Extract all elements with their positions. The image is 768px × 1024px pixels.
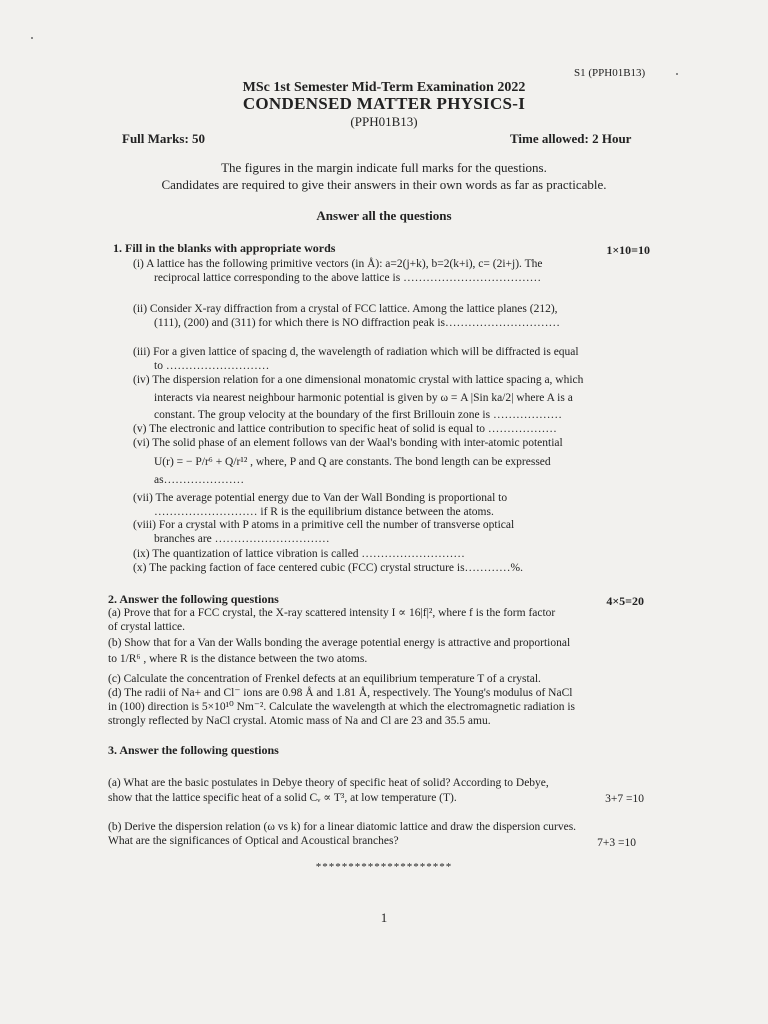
q2-item: (a) Prove that for a FCC crystal, the X-ray scattered intensity I ∝ 16|f|², where f is the form factor: [108, 607, 556, 619]
time-allowed: Time allowed: 2 Hour: [510, 131, 632, 146]
q1-item: (vii) The average potential energy due to Van der Wall Bonding is proportional to: [133, 492, 508, 504]
q1-item: constant. The group velocity at the boundary of the first Brillouin zone is ………………: [154, 409, 562, 421]
q1-item: (ix) The quantization of lattice vibration is called ………………………: [133, 548, 465, 560]
full-marks: Full Marks: 50: [122, 131, 206, 146]
answer-all-heading: Answer all the questions: [316, 208, 452, 223]
q3-b-line: (b) Derive the dispersion relation (ω vs k) for a linear diatomic lattice and draw the dispersion curves.: [108, 821, 577, 833]
q2-title: 2. Answer the following questions: [108, 592, 279, 606]
instruction-line: The figures in the margin indicate full marks for the questions.: [221, 160, 547, 175]
q3-a-marks: 3+7 =10: [605, 793, 644, 805]
q1-item: (ii) Consider X-ray diffraction from a crystal of FCC lattice. Among the lattice planes (212),: [133, 303, 558, 315]
q2-item: (c) Calculate the concentration of Frenkel defects at an equilibrium temperature T of a crystal.: [108, 673, 541, 685]
q1-item: (iii) For a given lattice of spacing d, the wavelength of radiation which will be diffracted is equal: [133, 346, 579, 358]
q1-item: (i) A lattice has the following primitive vectors (in Å): a=2(j+k), b=2(k+i), c= (2i+j). The: [133, 258, 543, 270]
instruction-line: Candidates are required to give their answers in their own words as far as practicable.: [161, 177, 607, 192]
q1-item: branches are …………………………: [154, 533, 330, 545]
q1-item: U(r) = − P/r⁶ + Q/r¹² , where, P and Q are constants. The bond length can be expressed: [154, 456, 551, 468]
q1-item: reciprocal lattice corresponding to the above lattice is ………………………………: [154, 272, 542, 284]
q1-item: ……………………… if R is the equilibrium distance between the atoms.: [154, 506, 494, 518]
end-stars: *********************: [315, 861, 453, 873]
q2-item: strongly reflected by NaCl crystal. Atomic mass of Na and Cl are 23 and 35.5 amu.: [108, 715, 491, 727]
subject-title: CONDENSED MATTER PHYSICS-I: [242, 94, 526, 113]
q2-item: to 1/R⁶ , where R is the distance between the two atoms.: [108, 653, 368, 665]
q1-item: to ………………………: [154, 360, 270, 372]
q3-title: 3. Answer the following questions: [108, 743, 279, 757]
q2-item: in (100) direction is 5×10¹⁰ Nm⁻². Calculate the wavelength at which the electromagnetic radiation is: [108, 701, 575, 713]
q2-item: (b) Show that for a Van der Walls bonding the average potential energy is attractive and proportional: [108, 637, 571, 649]
q1-item: (x) The packing faction of face centered cubic (FCC) crystal structure is…………%.: [133, 562, 524, 574]
q1-item: (vi) The solid phase of an element follows van der Waal's bonding with inter-atomic potential: [133, 437, 563, 449]
q2-item: of crystal lattice.: [108, 621, 185, 633]
q3-b-line: What are the significances of Optical and Acoustical branches?: [108, 835, 399, 847]
paper-code: S1 (PPH01B13): [574, 67, 646, 79]
q1-title: 1. Fill in the blanks with appropriate words: [113, 241, 336, 255]
page-number: 1: [380, 910, 388, 925]
q3-a-line: (a) What are the basic postulates in Debye theory of specific heat of solid? According to Debye,: [108, 777, 549, 789]
q1-marks: 1×10=10: [606, 243, 650, 257]
q1-item: (v) The electronic and lattice contribution to specific heat of solid is equal to ………………: [133, 423, 557, 435]
course-code: (PPH01B13): [350, 114, 418, 129]
scan-speck: [676, 73, 678, 75]
q1-item: (iv) The dispersion relation for a one dimensional monatomic crystal with lattice spacing a, which: [133, 374, 584, 386]
exam-title: MSc 1st Semester Mid-Term Examination 2022: [242, 80, 526, 95]
q3-b-marks: 7+3 =10: [597, 837, 636, 849]
scan-speck: [31, 37, 33, 39]
q1-item: as…………………: [154, 474, 245, 486]
q3-a-line: show that the lattice specific heat of a solid Cᵥ ∝ T³, at low temperature (T).: [108, 792, 457, 804]
q1-item: interacts via nearest neighbour harmonic potential is given by ω = A |Sin ka/2| where A is a: [154, 392, 573, 404]
q2-marks: 4×5=20: [606, 594, 644, 608]
q2-item: (d) The radii of Na+ and Cl⁻ ions are 0.98 Å and 1.81 Å, respectively. The Young's modulus of NaCl: [108, 687, 573, 699]
q1-item: (viii) For a crystal with P atoms in a primitive cell the number of transverse optical: [133, 519, 515, 531]
q1-item: (111), (200) and (311) for which there is NO diffraction peak is…………………………: [154, 317, 561, 329]
